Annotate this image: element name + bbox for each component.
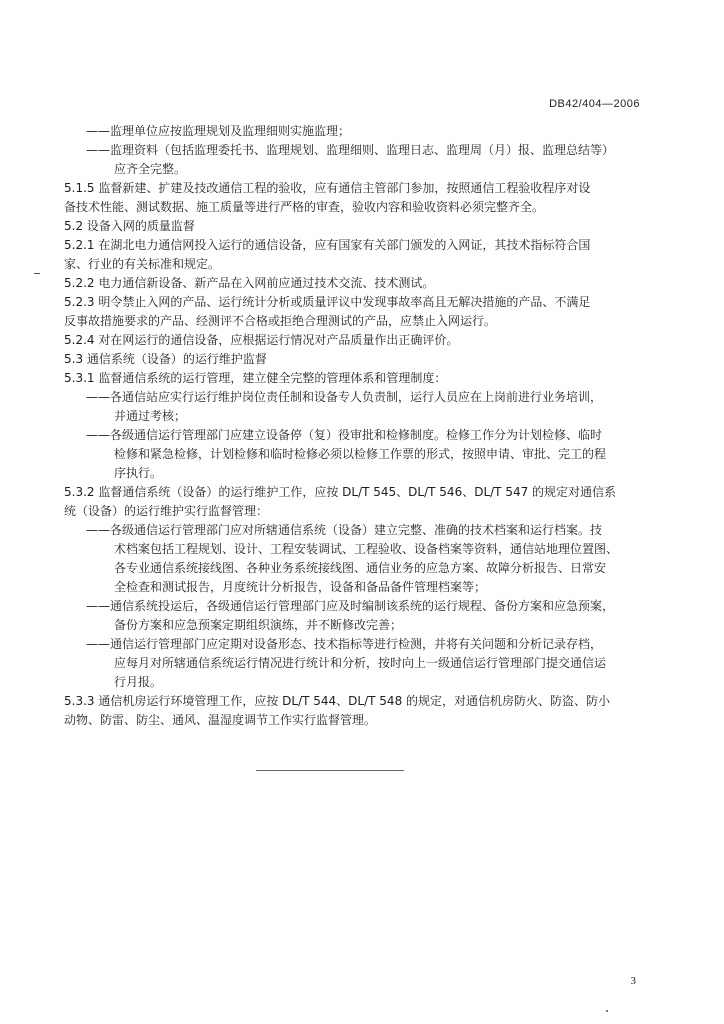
text-line: 序执行。 xyxy=(114,466,163,480)
clause-5-2-3: 5.2.3 明令禁止入网的产品、运行统计分析或质量评议中发现事故率高且无解决措施的产品、不满足 xyxy=(64,295,591,309)
end-separator-line xyxy=(256,770,404,771)
scan-speck xyxy=(606,1010,608,1012)
clause-5-2-1: 5.2.1 在湖北电力通信网投入运行的通信设备，应有国家有关部门颁发的入网证，其技术指标符合国 xyxy=(64,238,591,252)
clause-5-1-5: 5.1.5 监督新建、扩建及技改通信工程的验收，应有通信主管部门参加，按照通信工程验收程序对设 xyxy=(64,181,591,195)
text-line: 统（设备）的运行维护实行监督管理： xyxy=(64,504,269,518)
section-heading-5-3: 5.3 通信系统（设备）的运行维护监督 xyxy=(64,352,267,366)
clause-5-3-2: 5.3.2 监督通信系统（设备）的运行维护工作，应按 DL/T 545、DL/T 546、DL/T 547 的规定对通信系 xyxy=(64,485,617,499)
page-number: 3 xyxy=(630,975,636,987)
clause-5-2-4: 5.2.4 对在网运行的通信设备，应根据运行情况对产品质量作出正确评价。 xyxy=(64,333,459,347)
text-line: 反事故措施要求的产品、经测评不合格或拒绝合理测试的产品，应禁止入网运行。 xyxy=(64,314,497,328)
text-line: ——监理资料（包括监理委托书、监理规划、监理细则、监理日志、监理周（月）报、监理总结等） xyxy=(86,143,615,157)
text-line: ——通信系统投运后，各级通信运行管理部门应及时编制该系统的运行规程、备份方案和应急预案， xyxy=(86,599,615,613)
text-line: 备份方案和应急预案定期组织演练，并不断修改完善； xyxy=(114,618,403,632)
document-body xyxy=(64,122,642,730)
text-line: 全检查和测试报告，月度统计分析报告，设备和备品备件管理档案等； xyxy=(114,580,487,594)
text-line: ——通信运行管理部门应定期对设备形态、技术指标等进行检测，并将有关问题和分析记录存档， xyxy=(86,637,603,651)
section-heading-5-2: 5.2 设备入网的质量监督 xyxy=(64,219,195,233)
standard-code: DB42/404—2006 xyxy=(549,98,640,110)
text-line: 动物、防雷、防尘、通风、温湿度调节工作实行监督管理。 xyxy=(64,713,377,727)
text-line: 检修和紧急检修，计划检修和临时检修必须以检修工作票的形式，按照申请、审批、完工的程 xyxy=(114,447,607,461)
text-line: ——各通信站应实行运行维护岗位责任制和设备专人负责制，运行人员应在上岗前进行业务培训， xyxy=(86,390,603,404)
text-line: 备技术性能、测试数据、施工质量等进行严格的审查，验收内容和验收资料必须完整齐全。 xyxy=(64,200,545,214)
text-line: 各专业通信系统接线图、各种业务系统接线图、通信业务的应急方案、故障分析报告、日常安 xyxy=(114,561,607,575)
text-line: 行月报。 xyxy=(114,675,163,689)
text-line: 应齐全完整。 xyxy=(114,162,187,176)
clause-5-3-3: 5.3.3 通信机房运行环境管理工作，应按 DL/T 544、DL/T 548 的规定，对通信机房防火、防盗、防小 xyxy=(64,694,611,708)
clause-5-2-2: 5.2.2 电力通信新设备、新产品在入网前应通过技术交流、技术测试。 xyxy=(64,276,435,290)
text-line: 并通过考核； xyxy=(114,409,187,423)
margin-mark xyxy=(34,273,40,274)
text-line: ——各级通信运行管理部门应建立设备停（复）役审批和检修制度。检修工作分为计划检修、临时 xyxy=(86,428,603,442)
text-line: ——各级通信运行管理部门应对所辖通信系统（设备）建立完整、准确的技术档案和运行档案。技 xyxy=(86,523,603,537)
text-line: 术档案包括工程规划、设计、工程安装调试、工程验收、设备档案等资料，通信站地理位置图、 xyxy=(114,542,619,556)
text-line: ——监理单位应按监理规划及监理细则实施监理； xyxy=(86,124,351,138)
text-line: 家、行业的有关标准和规定。 xyxy=(64,257,221,271)
text-line: 应每月对所辖通信系统运行情况进行统计和分析，按时向上一级通信运行管理部门提交通信运 xyxy=(114,656,607,670)
clause-5-3-1: 5.3.1 监督通信系统的运行管理，建立健全完整的管理体系和管理制度： xyxy=(64,371,447,385)
